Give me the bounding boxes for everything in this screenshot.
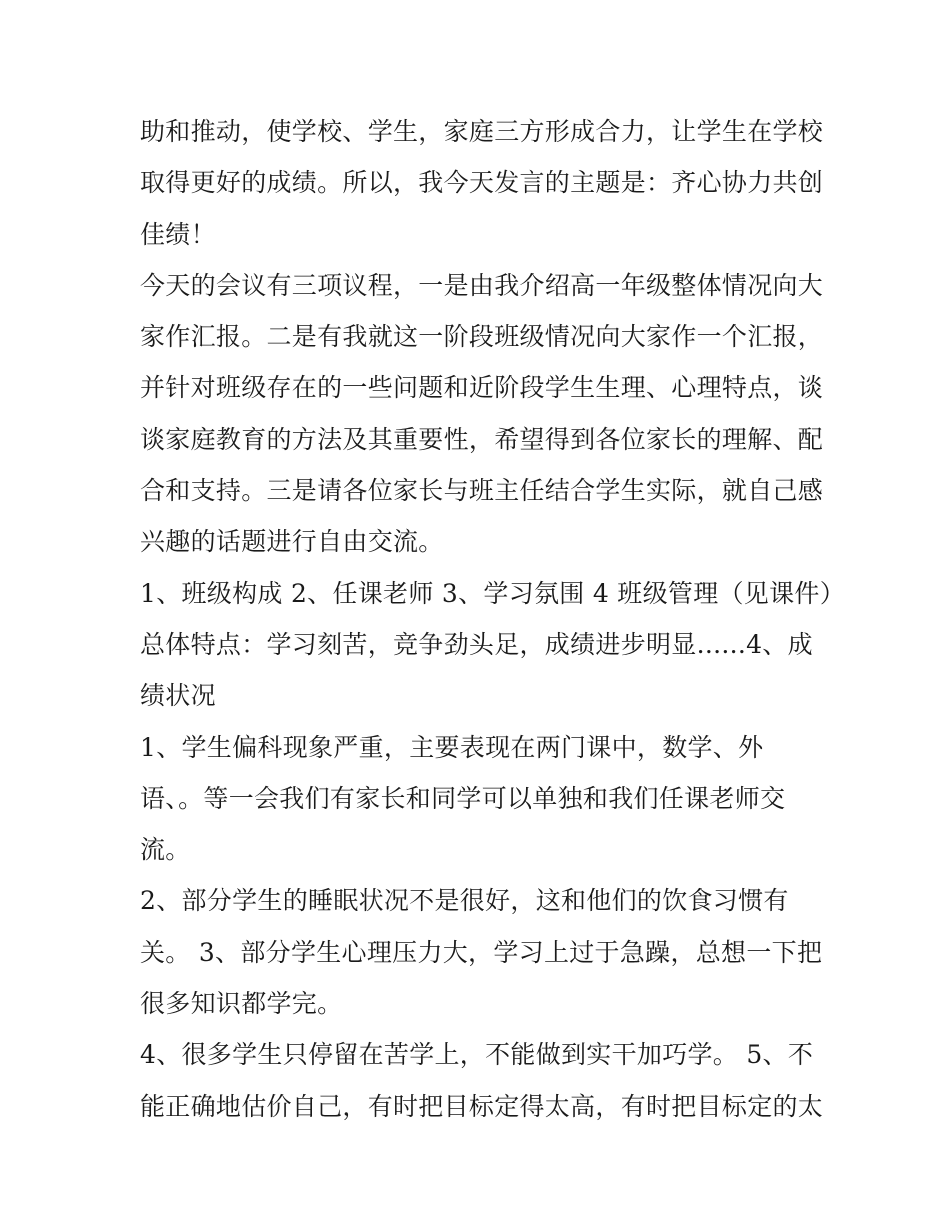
text-line: 绩状况: [140, 681, 216, 711]
text-line: 流。: [140, 835, 191, 865]
text-line: 1、学生偏科现象严重，主要表现在两门课中，数学、外: [140, 732, 764, 762]
text-line: 助和推动，使学校、学生，家庭三方形成合力，让学生在学校: [140, 117, 824, 146]
text-line: 关。 3、部分学生心理压力大，学习上过于急躁，总想一下把: [140, 937, 823, 967]
text-line: 兴趣的话题进行自由交流。: [140, 527, 444, 557]
text-line: 今天的会议有三项议程，一是由我介绍高一年级整体情况向大: [140, 270, 824, 300]
text-line: 1、班级构成 2、任课老师 3、学习氛围 4 班级管理（见课件）: [140, 578, 846, 608]
text-line: 总体特点：学习刻苦，竞争劲头足，成绩进步明显......4、成: [140, 629, 813, 659]
text-line: 4、很多学生只停留在苦学上，不能做到实干加巧学。 5、不: [140, 1040, 814, 1070]
text-line: 2、部分学生的睡眠状况不是很好，这和他们的饮食习惯有: [140, 886, 789, 916]
text-line: 谈家庭教育的方法及其重要性，希望得到各位家长的理解、配: [140, 424, 824, 454]
text-line: 语、。等一会我们有家长和同学可以单独和我们任课老师交: [140, 783, 786, 813]
text-line: 能正确地估价自己，有时把目标定得太高，有时把目标定的太: [140, 1091, 824, 1121]
text-line: 取得更好的成绩。所以，我今天发言的主题是：齐心协力共创: [140, 168, 824, 198]
text-line: 并针对班级存在的一些问题和近阶段学生生理、心理特点，谈: [140, 373, 824, 403]
text-line: 很多知识都学完。: [140, 989, 343, 1019]
text-line: 家作汇报。二是有我就这一阶段班级情况向大家作一个汇报，: [140, 322, 824, 352]
text-line: 佳绩！: [140, 219, 216, 249]
document-body: [140, 106, 846, 1132]
text-line: 合和支持。三是请各位家长与班主任结合学生实际，就自己感: [140, 476, 824, 506]
